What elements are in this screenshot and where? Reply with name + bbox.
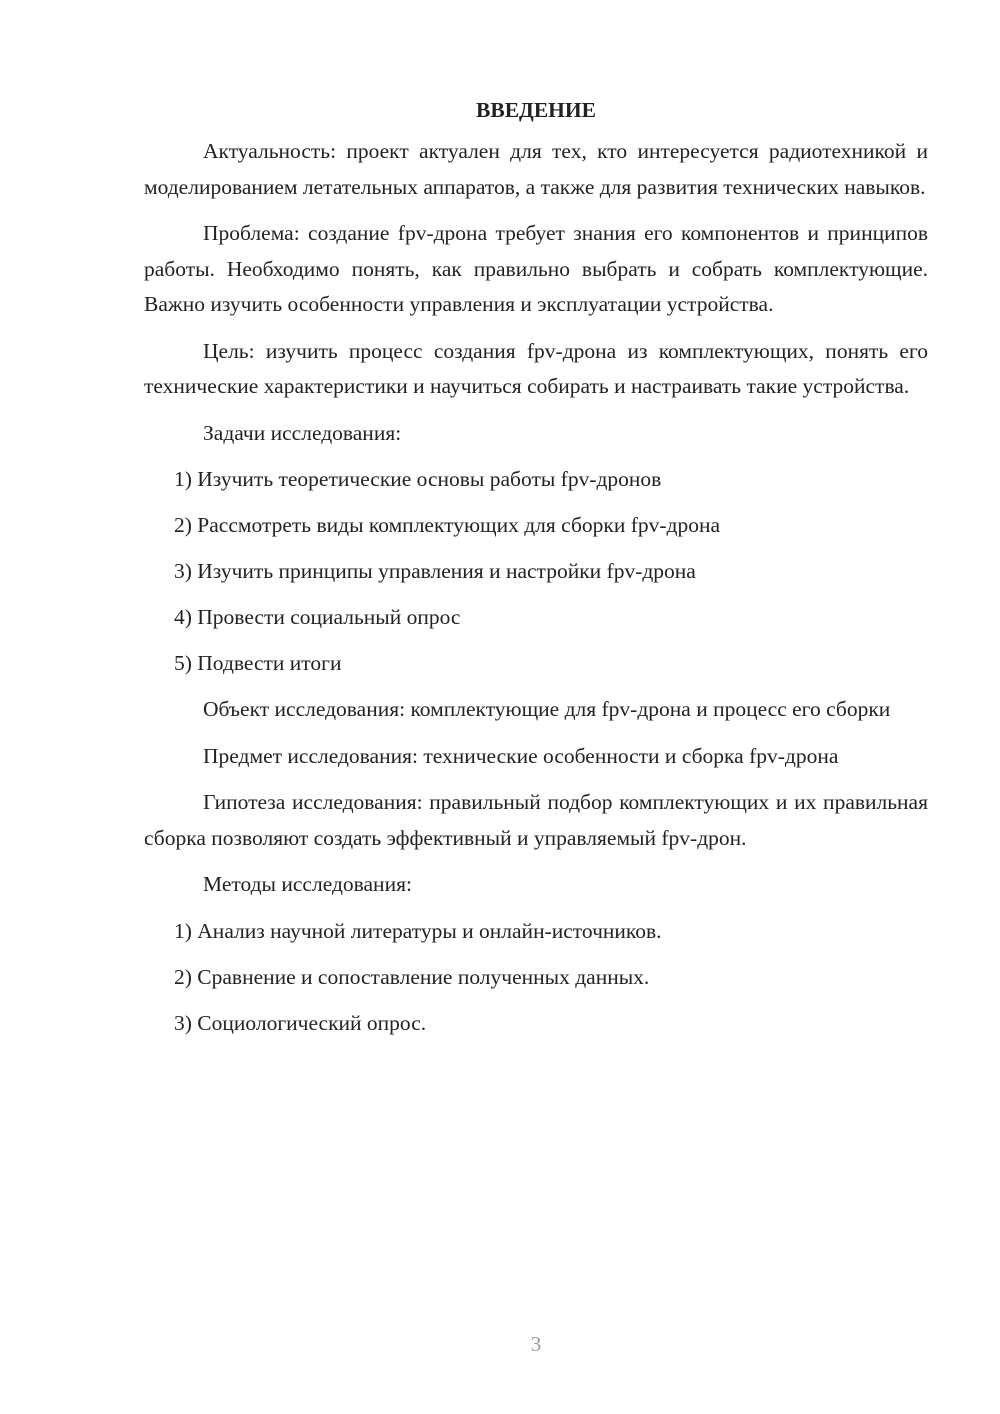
- goal-paragraph: Цель: изучить процесс создания fpv-дрона из комплектующих, понять его технические характеристики и научиться собирать и настраивать такие устройства.: [144, 338, 928, 398]
- task-item-5: 5) Подвести итоги: [174, 651, 342, 675]
- page-number: 3: [530, 1332, 542, 1356]
- hypothesis-paragraph: Гипотеза исследования: правильный подбор комплектующих и их правильная сборка позволяют создать эффективный и управляемый fpv-дрон.: [144, 790, 928, 850]
- task-item-4: 4) Провести социальный опрос: [174, 605, 461, 629]
- subject-paragraph: Предмет исследования: технические особенности и сборка fpv-дрона: [203, 743, 839, 768]
- task-item-2: 2) Рассмотреть виды комплектующих для сборки fpv-дрона: [174, 513, 721, 537]
- task-item-1: 1) Изучить теоретические основы работы fpv-дронов: [174, 467, 662, 491]
- methods-title: Методы исследования:: [203, 872, 412, 896]
- task-item-3: 3) Изучить принципы управления и настройки fpv-дрона: [174, 559, 696, 583]
- page-content: [144, 92, 928, 1052]
- method-item-2: 2) Сравнение и сопоставление полученных данных.: [174, 964, 650, 989]
- method-item-1: 1) Анализ научной литературы и онлайн-источников.: [174, 918, 662, 943]
- method-item-3: 3) Социологический опрос.: [174, 1010, 427, 1035]
- tasks-title: Задачи исследования:: [203, 420, 402, 445]
- problem-paragraph: Проблема: создание fpv-дрона требует знания его компонентов и принципов работы. Необходимо понять, как правильно выбрать и собрать комплектующие. Важно изучить особенности управления и эксплуатации устройства.: [144, 221, 928, 316]
- relevance-paragraph: Актуальность: проект актуален для тех, кто интересуется радиотехникой и моделированием летательных аппаратов, а также для развития технических навыков.: [144, 139, 928, 199]
- object-paragraph: Объект исследования: комплектующие для fpv-дрона и процесс его сборки: [203, 697, 891, 721]
- section-heading: ВВЕДЕНИЕ: [476, 98, 596, 122]
